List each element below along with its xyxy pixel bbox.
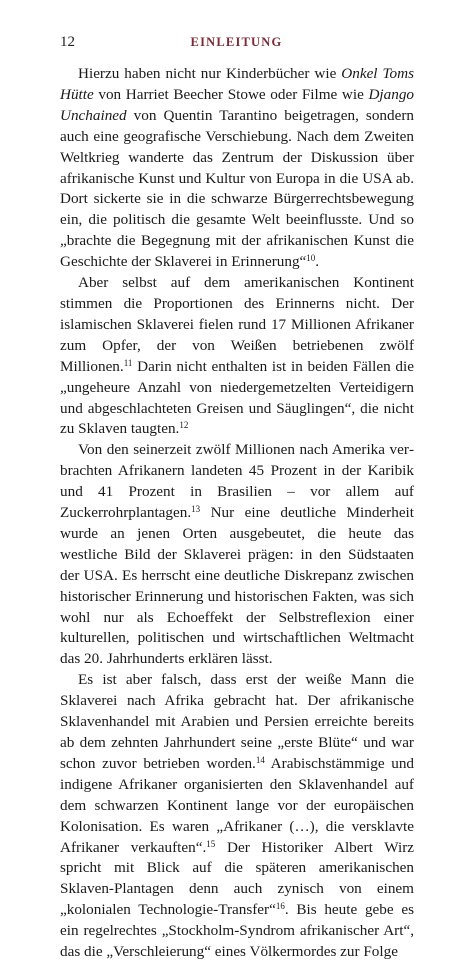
text-segment: Nur eine deutliche Minderheit wurde an jenen Orten ausgebeutet, die heute das westliche Bild der Sklaverei prägen: in den Südstaaten der USA. Es herrscht eine deutliche Diskrepanz zwischen historischer Erinnerung und historischen Fakten, was sich wohl nur als Echoeffekt der Selbstreflexion einer kulturellen, politischen und wirtschaftlichen Weltmacht das 20. Jahrhunderts erklären lässt.	[60, 504, 414, 668]
paragraph	[60, 670, 414, 963]
footnote-marker: 16	[275, 901, 285, 912]
paragraph	[60, 440, 414, 670]
text-segment: Von den seinerzeit zwölf Millionen nach Amerika verbrachten Afrikanern landeten 45 Prozent in der Karibik und 41 Prozent in Brasilien – vor allem auf Zuckerrohrplantagen.	[60, 441, 414, 522]
paragraph	[60, 273, 414, 440]
text-segment: Es ist aber falsch, dass erst der weiße Mann die Sklaverei nach Afrika gebracht hat. Der afrikanische Sklavenhandel mit Arabien und Persien erreichte bereits ab dem zehnten Jahrhundert seine „erste Blüte“ und war schon zuvor betrieben worden.	[60, 671, 414, 772]
body-text	[60, 64, 414, 963]
text-segment: Darin nicht enthalten ist in beiden Fällen die „ungeheure Anzahl von niedergemetzelten Verteidigern und abgeschlachteten Greisen und Säuglingen“, die nicht zu Sklaven taugten.	[60, 357, 414, 438]
text-segment: .	[315, 253, 320, 271]
text-segment: von Quentin Tarantino beigetragen, sondern auch eine geografische Verschiebung. Nach dem Zweiten Weltkrieg wanderte das Zentrum der Diskussion über afrikanische Kunst und Kultur von Europa in die USA ab. Dort sickerte sie in die schwarze Bürgerrechtsbewegung ein, die politisch die gesamte Welt beeinflusste. Und so „brachte die Begegnung mit der afrikanischen Kunst die Geschichte der Sklaverei in Erinnerung“	[60, 106, 414, 271]
page-number: 12	[60, 34, 75, 50]
page-header	[50, 34, 423, 54]
text-segment: Der Historiker Albert Wirz spricht mit Blick auf die späteren amerikanischen Sklaven-Plantagen denn auch zynisch von einem „kolonialen Technologie-Transfer“	[60, 838, 415, 919]
footnote-marker: 12	[179, 420, 189, 431]
running-head: EINLEITUNG	[190, 35, 283, 49]
footnote-marker: 11	[123, 357, 133, 368]
italic-title: Onkel Toms Hütte	[60, 65, 414, 103]
footnote-marker: 13	[191, 504, 201, 515]
footnote-marker: 14	[255, 754, 265, 765]
italic-title: Django Unchained	[60, 85, 414, 124]
footnote-marker: 15	[206, 838, 216, 849]
text-segment: Hierzu haben nicht nur Kinderbücher wie	[78, 65, 342, 82]
text-segment: Arabischstämmige und indigene Afrikaner organisierten den Sklavenhandel auf dem schwarzen Kontinent lange vor der europäischen Kolonisation. Es waren „Afrikaner (…), die versklavte Afrikaner verkauften“.	[60, 754, 415, 856]
text-segment: . Bis heute gebe es ein regelrechtes „Stockholm-Syndrom afrikanischer Art“, das die „Verschleierung“ eines Völkermordes zur Folge	[60, 901, 414, 961]
paragraph	[60, 64, 414, 273]
text-segment: von Harriet Beecher Stowe oder Filme wie	[93, 85, 369, 103]
footnote-marker: 10	[306, 253, 316, 264]
text-segment: Aber selbst auf dem amerikanischen Kontinent stimmen die Proportionen des Erinnerns nicht. Der islamischen Sklaverei fielen rund 17 Millionen Afrikaner zum Opfer, der von Weißen betriebenen zwölf Millionen.	[60, 274, 414, 375]
